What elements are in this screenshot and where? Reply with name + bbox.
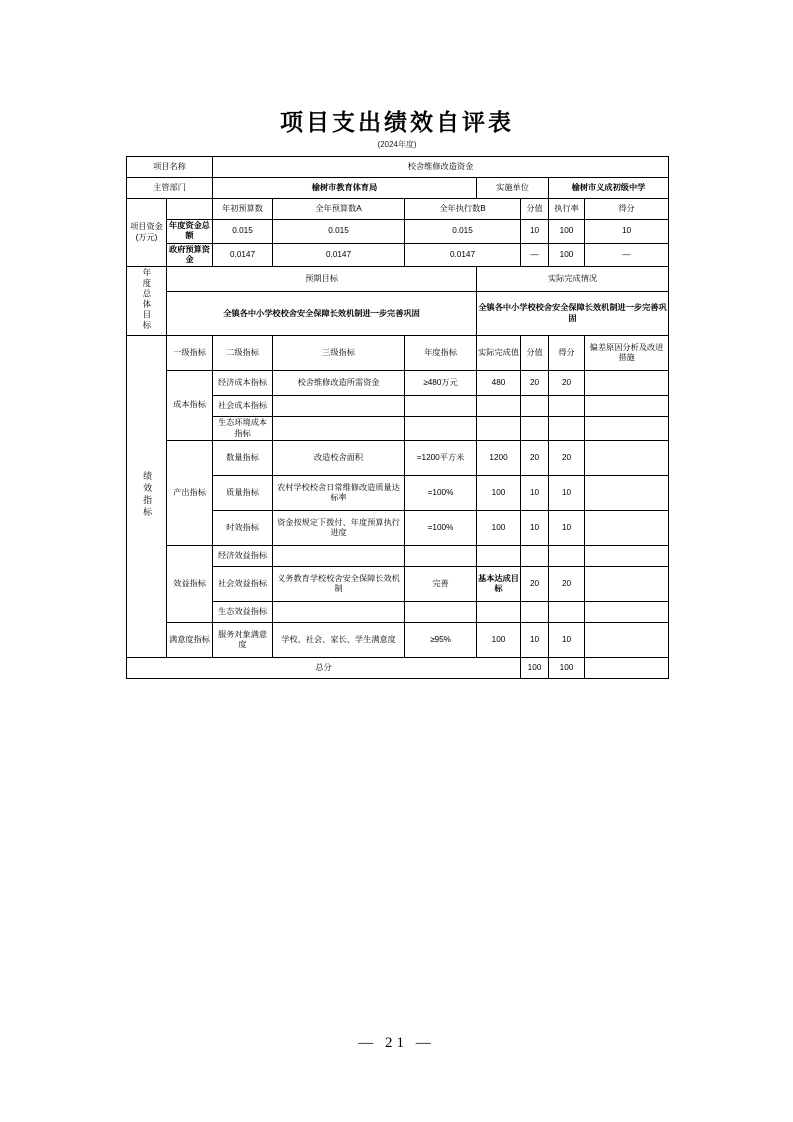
indicator-level3: 校舍维修改造所需资金 [273,371,405,396]
indicator-deviation [585,475,669,510]
performance-self-evaluation-sheet [126,94,668,679]
indicator-actual-value: 100 [477,475,521,510]
table-row-gov-funds [127,243,669,267]
indicator-level2: 经济成本指标 [213,371,273,396]
table-row-project-name [127,157,669,178]
row-total-initial: 0.015 [213,220,273,244]
indicator-level2: 社会成本指标 [213,396,273,417]
total-deviation [585,657,669,678]
goal-expected-header: 预期目标 [167,267,477,292]
goal-side-label [127,267,167,336]
indicator-score [549,396,585,417]
col-score: 得分 [585,199,669,220]
unit-value: 榆树市义成初级中学 [549,178,669,199]
project-name-label: 项目名称 [127,157,213,178]
indicator-level2: 服务对象满意度 [213,622,273,657]
indicator-annual-target [405,601,477,622]
page-title: 项目支出绩效自评表 [280,110,514,135]
indicator-score-value [521,417,549,441]
table-row [127,545,669,566]
table-row-total-funds [127,220,669,244]
indicator-deviation [585,371,669,396]
indicator-level3 [273,396,405,417]
indicator-score-value [521,601,549,622]
table-row-funds-header [127,199,669,220]
col-annual-budget: 全年预算数A [273,199,405,220]
indicator-annual-target [405,417,477,441]
funds-label-line2: (万元) [135,232,158,242]
indicator-actual-value: 1200 [477,440,521,475]
row-total-label: 年度资金总额 [167,220,213,244]
col-exec-rate: 执行率 [549,199,585,220]
table-row [127,440,669,475]
indicator-annual-target: ≥480万元 [405,371,477,396]
project-name-value: 校舍维修改造资金 [213,157,669,178]
indicator-actual-value: 基本达成目标 [477,566,521,601]
row-gov-score: — [585,243,669,267]
indicator-level3 [273,545,405,566]
indicator-level3: 学校、社会、家长、学生满意度 [273,622,405,657]
indicator-level3: 义务教育学校校舍安全保障长效机制 [273,566,405,601]
indicator-annual-target: =100% [405,475,477,510]
indicator-score: 10 [549,475,585,510]
row-gov-rate: 100 [549,243,585,267]
indicator-level1-cost: 成本指标 [167,371,213,441]
row-gov-exec: 0.0147 [405,243,521,267]
funds-label-line1: 项目资金 [130,222,163,232]
indicator-actual-value [477,545,521,566]
indicator-actual-value: 100 [477,622,521,657]
indicator-level3: 改造校舍面积 [273,440,405,475]
indicator-annual-target: ≥95% [405,622,477,657]
indicator-score [549,417,585,441]
indicator-actual-value: 480 [477,371,521,396]
indicator-level1-output: 产出指标 [167,440,213,545]
row-total-budget: 0.015 [273,220,405,244]
indicator-annual-target: =1200平方米 [405,440,477,475]
total-label: 总分 [127,657,521,678]
row-total-rate: 100 [549,220,585,244]
indicator-score-value: 20 [521,440,549,475]
indicator-score: 20 [549,371,585,396]
col-initial-budget: 年初预算数 [213,199,273,220]
col-score-value: 分值 [521,199,549,220]
indicator-annual-target: =100% [405,510,477,545]
table-row-goal-header [127,267,669,292]
indicator-level3 [273,601,405,622]
indicator-header-level3: 三级指标 [273,336,405,371]
unit-label: 实施单位 [477,178,549,199]
indicator-score [549,545,585,566]
indicator-level2: 经济效益指标 [213,545,273,566]
indicator-actual-value [477,417,521,441]
total-score-value: 100 [521,657,549,678]
indicator-deviation [585,417,669,441]
indicator-level1-benefit: 效益指标 [167,545,213,622]
total-score: 100 [549,657,585,678]
indicator-deviation [585,622,669,657]
indicator-score-value: 10 [521,510,549,545]
indicator-header-score: 得分 [549,336,585,371]
goal-actual-text: 全镇各中小学校校舍安全保障长效机制进一步完善巩固 [477,292,669,336]
indicator-level1-satisfaction: 满意度指标 [167,622,213,657]
main-table [126,156,669,679]
page-subtitle: (2024年度) [377,140,417,149]
indicator-score-value: 20 [521,371,549,396]
indicator-deviation [585,545,669,566]
indicator-score: 20 [549,566,585,601]
col-annual-exec: 全年执行数B [405,199,521,220]
table-row-department [127,178,669,199]
indicator-actual-value: 100 [477,510,521,545]
indicator-level3: 农村学校校舍日常维修改造质量达标率 [273,475,405,510]
indicator-score: 10 [549,622,585,657]
indicator-score-value [521,396,549,417]
funds-blank-cell [167,199,213,220]
indicator-annual-target [405,396,477,417]
indicator-level3 [273,417,405,441]
table-row-goal-content [127,292,669,336]
indicator-level2: 质量指标 [213,475,273,510]
indicator-header-deviation: 偏差原因分析及改进措施 [585,336,669,371]
table-row-indicator-header [127,336,669,371]
indicator-score-value: 10 [521,622,549,657]
goal-expected-text: 全镇各中小学校校舍安全保障长效机制进一步完善巩固 [167,292,477,336]
indicator-header-level1: 一级指标 [167,336,213,371]
indicator-side-label-text: 绩效指标 [142,470,153,519]
table-row-total [127,657,669,678]
indicator-deviation [585,566,669,601]
indicator-level2: 时效指标 [213,510,273,545]
row-total-score: 10 [585,220,669,244]
indicator-actual-value [477,601,521,622]
indicator-deviation [585,510,669,545]
row-gov-scoreval: — [521,243,549,267]
row-total-exec: 0.015 [405,220,521,244]
indicator-deviation [585,601,669,622]
indicator-level3: 资金按规定下拨付、年度预算执行进度 [273,510,405,545]
indicator-level2: 生态环境成本指标 [213,417,273,441]
row-gov-budget: 0.0147 [273,243,405,267]
indicator-header-level2: 二级指标 [213,336,273,371]
row-total-scoreval: 10 [521,220,549,244]
table-row [127,371,669,396]
row-gov-initial: 0.0147 [213,243,273,267]
dept-label: 主管部门 [127,178,213,199]
indicator-header-annual-target: 年度指标 [405,336,477,371]
table-row [127,622,669,657]
indicator-score-value: 10 [521,475,549,510]
indicator-annual-target: 完善 [405,566,477,601]
funds-label [127,199,167,267]
indicator-header-actual-value: 实际完成值 [477,336,521,371]
indicator-score: 10 [549,510,585,545]
goal-side-label-text: 年度总体目标 [141,268,152,331]
indicator-level2: 生态效益指标 [213,601,273,622]
indicator-deviation [585,440,669,475]
indicator-header-score-value: 分值 [521,336,549,371]
goal-actual-header: 实际完成情况 [477,267,669,292]
indicator-actual-value [477,396,521,417]
page-number: — 21 — [358,1035,435,1051]
indicator-score [549,601,585,622]
indicator-score-value: 20 [521,566,549,601]
indicator-score: 20 [549,440,585,475]
indicator-annual-target [405,545,477,566]
indicator-score-value [521,545,549,566]
dept-value: 榆树市教育体育局 [213,178,477,199]
indicator-level2: 数量指标 [213,440,273,475]
indicator-side-label [127,336,167,658]
row-gov-label: 政府预算资金 [167,243,213,267]
indicator-level2: 社会效益指标 [213,566,273,601]
indicator-deviation [585,396,669,417]
